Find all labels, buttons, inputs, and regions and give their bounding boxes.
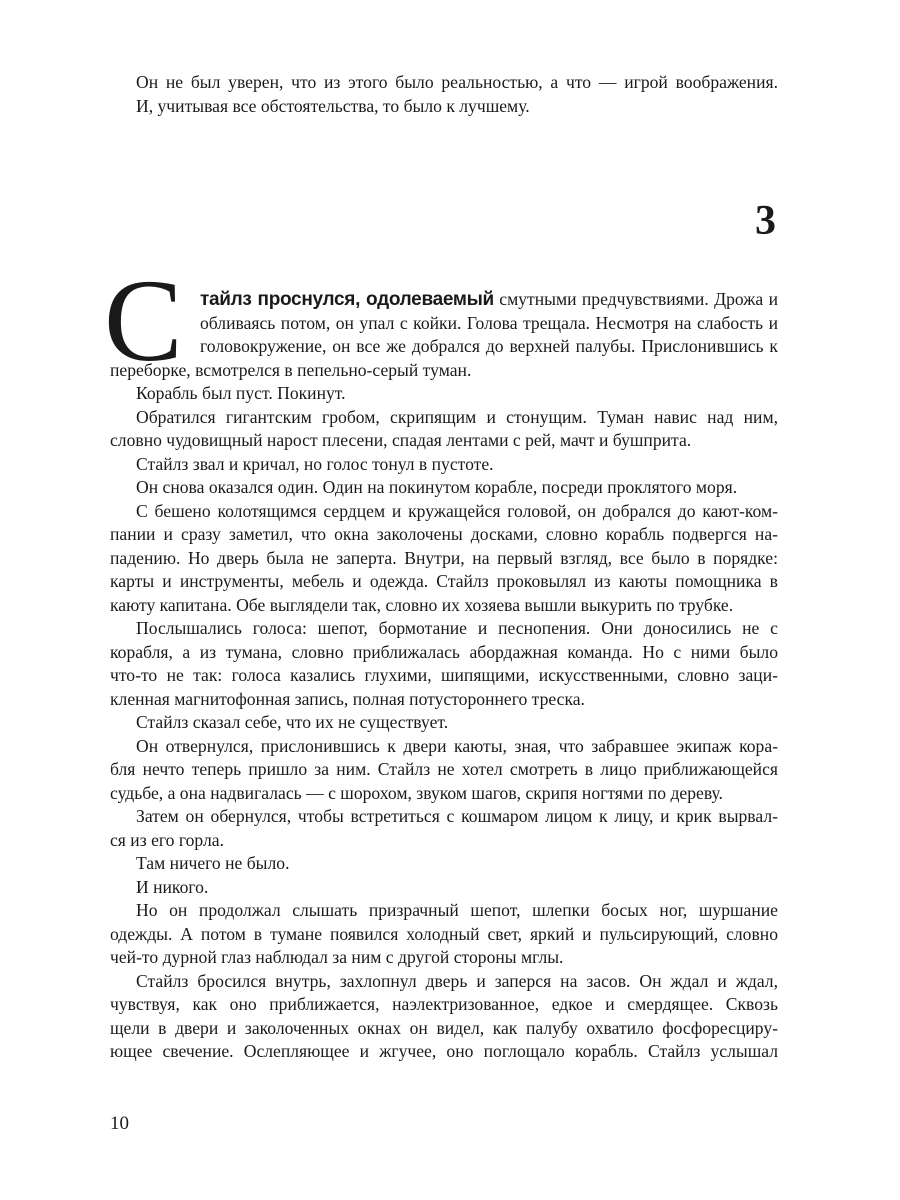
text-line: чей-то дурной глаз наблюдал за ним с другой стороны мглы. — [110, 947, 564, 967]
text-line: Но он продолжал слышать призрачный шепот, шлепки босых ног, шуршание — [136, 900, 778, 920]
text-line: корабля, а из тумана, словно приближалась абордажная команда. Но с ними было — [110, 641, 778, 662]
text-line: Стайлз сказал себе, что их не существует. — [136, 712, 449, 732]
text-line: Там ничего не было. — [136, 853, 290, 873]
text-line: пании и сразу заметил, что окна заколочены досками, словно корабль подвергся на- — [110, 524, 778, 544]
text-line: Корабль был пуст. Покинут. — [136, 383, 346, 403]
text-line: ся из его горла. — [110, 829, 224, 850]
text-line: карты и инструменты, мебель и одежда. Стайлз проковылял из каюты помощника в — [110, 571, 778, 591]
text-line: переборке, всмотрелся в пепельно-серый туман. — [110, 359, 472, 380]
text-line: Обратился гигантским гробом, скрипящим и стонущим. Туман навис над ним, — [136, 406, 778, 427]
text-line: ющее свечение. Ослепляющее и жгучее, оно поглощало корабль. Стайлз услышал — [110, 1041, 778, 1061]
text-line: щели в двери и заколоченных окнах он видел, как палубу охватило фосфоресциру- — [110, 1017, 778, 1038]
drop-cap: С — [104, 255, 183, 386]
text-line: чувствуя, как оно приближается, наэлектризованное, едкое и смердящее. Сквозь — [110, 994, 778, 1014]
text-line: Он отвернулся, прислонившись к двери каюты, зная, что забравшее экипаж кора- — [136, 735, 778, 756]
lead-in: тайлз проснулся, одолеваемый — [200, 289, 494, 310]
text-line: судьбе, а она надвигалась — с шорохом, звуком шагов, скрипя ногтями по дереву. — [110, 782, 723, 803]
text-line: кленная магнитофонная запись, полная потустороннего треска. — [110, 688, 585, 709]
text-line: одежды. А потом в тумане появился холодный свет, яркий и пульсирующий, словно — [110, 923, 778, 944]
chapter-body — [110, 288, 778, 1064]
text-line: И, учитывая все обстоятельства, то было к лучшему. — [136, 95, 530, 116]
text-line: И никого. — [136, 876, 209, 897]
text-line: словно чудовищный нарост плесени, спадая лентами с рей, мачт и бушприта. — [110, 430, 692, 450]
text-line: Он не был уверен, что из этого было реальностью, а что — игрой воображения. — [136, 72, 778, 92]
text-line: бля нечто теперь пришло за ним. Стайлз не хотел смотреть в лицо приближающейся — [110, 759, 778, 779]
text-line: Стайлз звал и кричал, но голос тонул в пустоте. — [136, 453, 494, 474]
page-number: 10 — [110, 1113, 129, 1134]
text-line: падению. Но дверь была не заперта. Внутри, на первый взгляд, все было в порядке: — [110, 547, 778, 568]
text-line: Стайлз бросился внутрь, захлопнул дверь и заперся на засов. Он ждал и ждал, — [136, 970, 778, 991]
text-line: Послышались голоса: шепот, бормотание и песнопения. Они доносились не с — [136, 618, 778, 638]
text-line — [110, 288, 778, 312]
text-line: что-то не так: голоса казались глухими, шипящими, искусственными, словно заци- — [110, 665, 778, 685]
text-line: Затем он обернулся, чтобы встретиться с кошмаром лицом к лицу, и крик вырвал- — [136, 806, 778, 826]
text-line: С бешено колотящимся сердцем и кружащейся головой, он добрался до кают-ком- — [136, 500, 778, 521]
chapter-number: 3 — [755, 198, 776, 244]
first-line-rest: смутными предчувствиями. Дрожа и — [493, 289, 778, 309]
text-line: каюту капитана. Обе выглядели так, словно их хозяева вышли выкурить по трубке. — [110, 594, 734, 615]
text-line: Он снова оказался один. Один на покинутом корабле, посреди проклятого моря. — [136, 477, 738, 497]
closing-paragraph — [110, 71, 778, 118]
text-line: обливаясь потом, он упал с койки. Голова трещала. Несмотря на слабость и — [200, 312, 778, 333]
text-line: головокружение, он все же добрался до верхней палубы. Прислонившись к — [200, 336, 778, 356]
